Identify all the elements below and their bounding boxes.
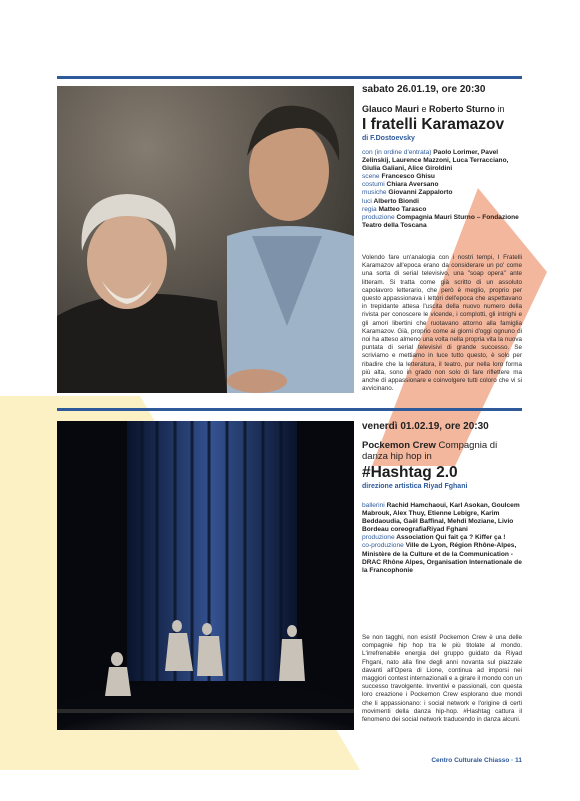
event2-description: Se non tagghi, non esisti! Pockemon Crew è una delle compagnie hip hop tra le più titolate al mondo. L'irrefrenabile energia del gruppo guidato da Riyad Fhgani, nato alla fine degli anni novanta sul piazzale davanti all'Opera di Lione, continua ad imporsi nei maggiori contest internazionali e a girare il mondo con un successo travolgente. Inventivi e passionali, con questa loro creazione i Pockemon Crew esplorano due mondi che li appassionano: i social network e l'origine di certi movimenti della danza hip-hop. #Hashtag cattura il fenomeno dei social network traducendo in danza alcuni. — [362, 634, 522, 724]
dance-stage-image — [57, 421, 354, 730]
event2-photo — [57, 421, 354, 730]
credit-line: luci Alberto Biondi — [362, 197, 419, 205]
credit-line: co-produzione Ville de Lyon, Région Rhône-Alpes, Ministère de la Culture et de la Communication -DRAC Rhône Alpes, Organisation Internationale de la Francophonie — [362, 542, 522, 574]
event2-date: venerdì 01.02.19, ore 20:30 — [362, 421, 489, 432]
company-description: Compagnia di danza hip hop in — [362, 440, 498, 462]
credit-line: costumi Chiara Aversano — [362, 181, 439, 189]
performer-1: Glauco Mauri — [362, 104, 420, 114]
event1-credits — [362, 149, 522, 230]
event2-credits — [362, 502, 522, 575]
event1-performers — [362, 104, 522, 114]
event2-title: #Hashtag 2.0 — [362, 464, 458, 481]
event1-date: sabato 26.01.19, ore 20:30 — [362, 84, 486, 95]
performer-2: Roberto Sturno — [429, 104, 496, 114]
event1-title: I fratelli Karamazov — [362, 116, 505, 133]
credit-line: con (in ordine d'entrata) Paolo Lorimer, Pavel Zelinskij, Laurence Mazzoni, Luca Terracciano, Giulia Galiani, Alice Giroldini — [362, 149, 509, 173]
top-divider — [57, 76, 522, 79]
event1-subtitle: di F.Dostoevsky — [362, 135, 415, 142]
credit-line: produzione Association Qui fait ça ? Kiffer ça ! — [362, 534, 506, 542]
credit-line: musiche Giovanni Zappalorto — [362, 189, 453, 197]
event1-photo — [57, 86, 354, 393]
conjunction: e — [419, 104, 430, 114]
credit-line: produzione Compagnia Mauri Sturno – Fondazione Teatro della Toscana — [362, 213, 519, 229]
company-name: Pockemon Crew — [362, 440, 436, 451]
in-word: in — [495, 104, 505, 114]
middle-divider — [57, 408, 522, 411]
credit-line: regia Matteo Tarasco — [362, 205, 427, 213]
page-footer: Centro Culturale Chiasso · 11 — [431, 757, 522, 764]
credit-line: scene Francesco Ghisu — [362, 173, 435, 181]
event2-subtitle: direzione artistica Riyad Fghani — [362, 483, 468, 490]
event1-description: Volendo fare un'analogia con i nostri tempi, I Fratelli Karamazov all'epoca erano da considerare un po' come una sorta di serial televisivo, una "soap opera" ante litteram. Si tratta come già scritto di un assoluto capolavoro letterario, che però è meglio, proprio per questo appassionava i lettori dell'epoca che aspettavano in trepidante attesa l'uscita della nuovo numero della rivista per conoscere le vicende, i complotti, gli intrighi e gli amori libertini che ruotavano attorno alla famiglia Karamazov. Già, proprio come ai giorni d'oggi ognuno di noi ha atteso almeno una volta nella propria vita la nuova puntata di serial televisivi di grande successo. Se scriviamo e mettiamo in luce tutto questo, è solo per ribadire che la letteratura, il teatro, pur nella loro forma più alta, sono in grado non solo di fare riflettere ma anche di appassionare e coinvolgere tutti coloro che vi si avvicinano. — [362, 254, 522, 393]
event1-info — [362, 84, 522, 230]
credit-line: ballerini Rachid Hamchaoui, Karl Asokan, Goulcem Mabrouk, Alex Thuy, Etienne Lebigre, Karim Beddaoudia, Gaël Baffinal, Mehdi Moziane, Livio Bordeau coreografiaRiyad Fghani — [362, 502, 520, 534]
actors-portrait-image — [57, 86, 354, 393]
event2-info — [362, 421, 522, 575]
event2-company — [362, 440, 522, 462]
